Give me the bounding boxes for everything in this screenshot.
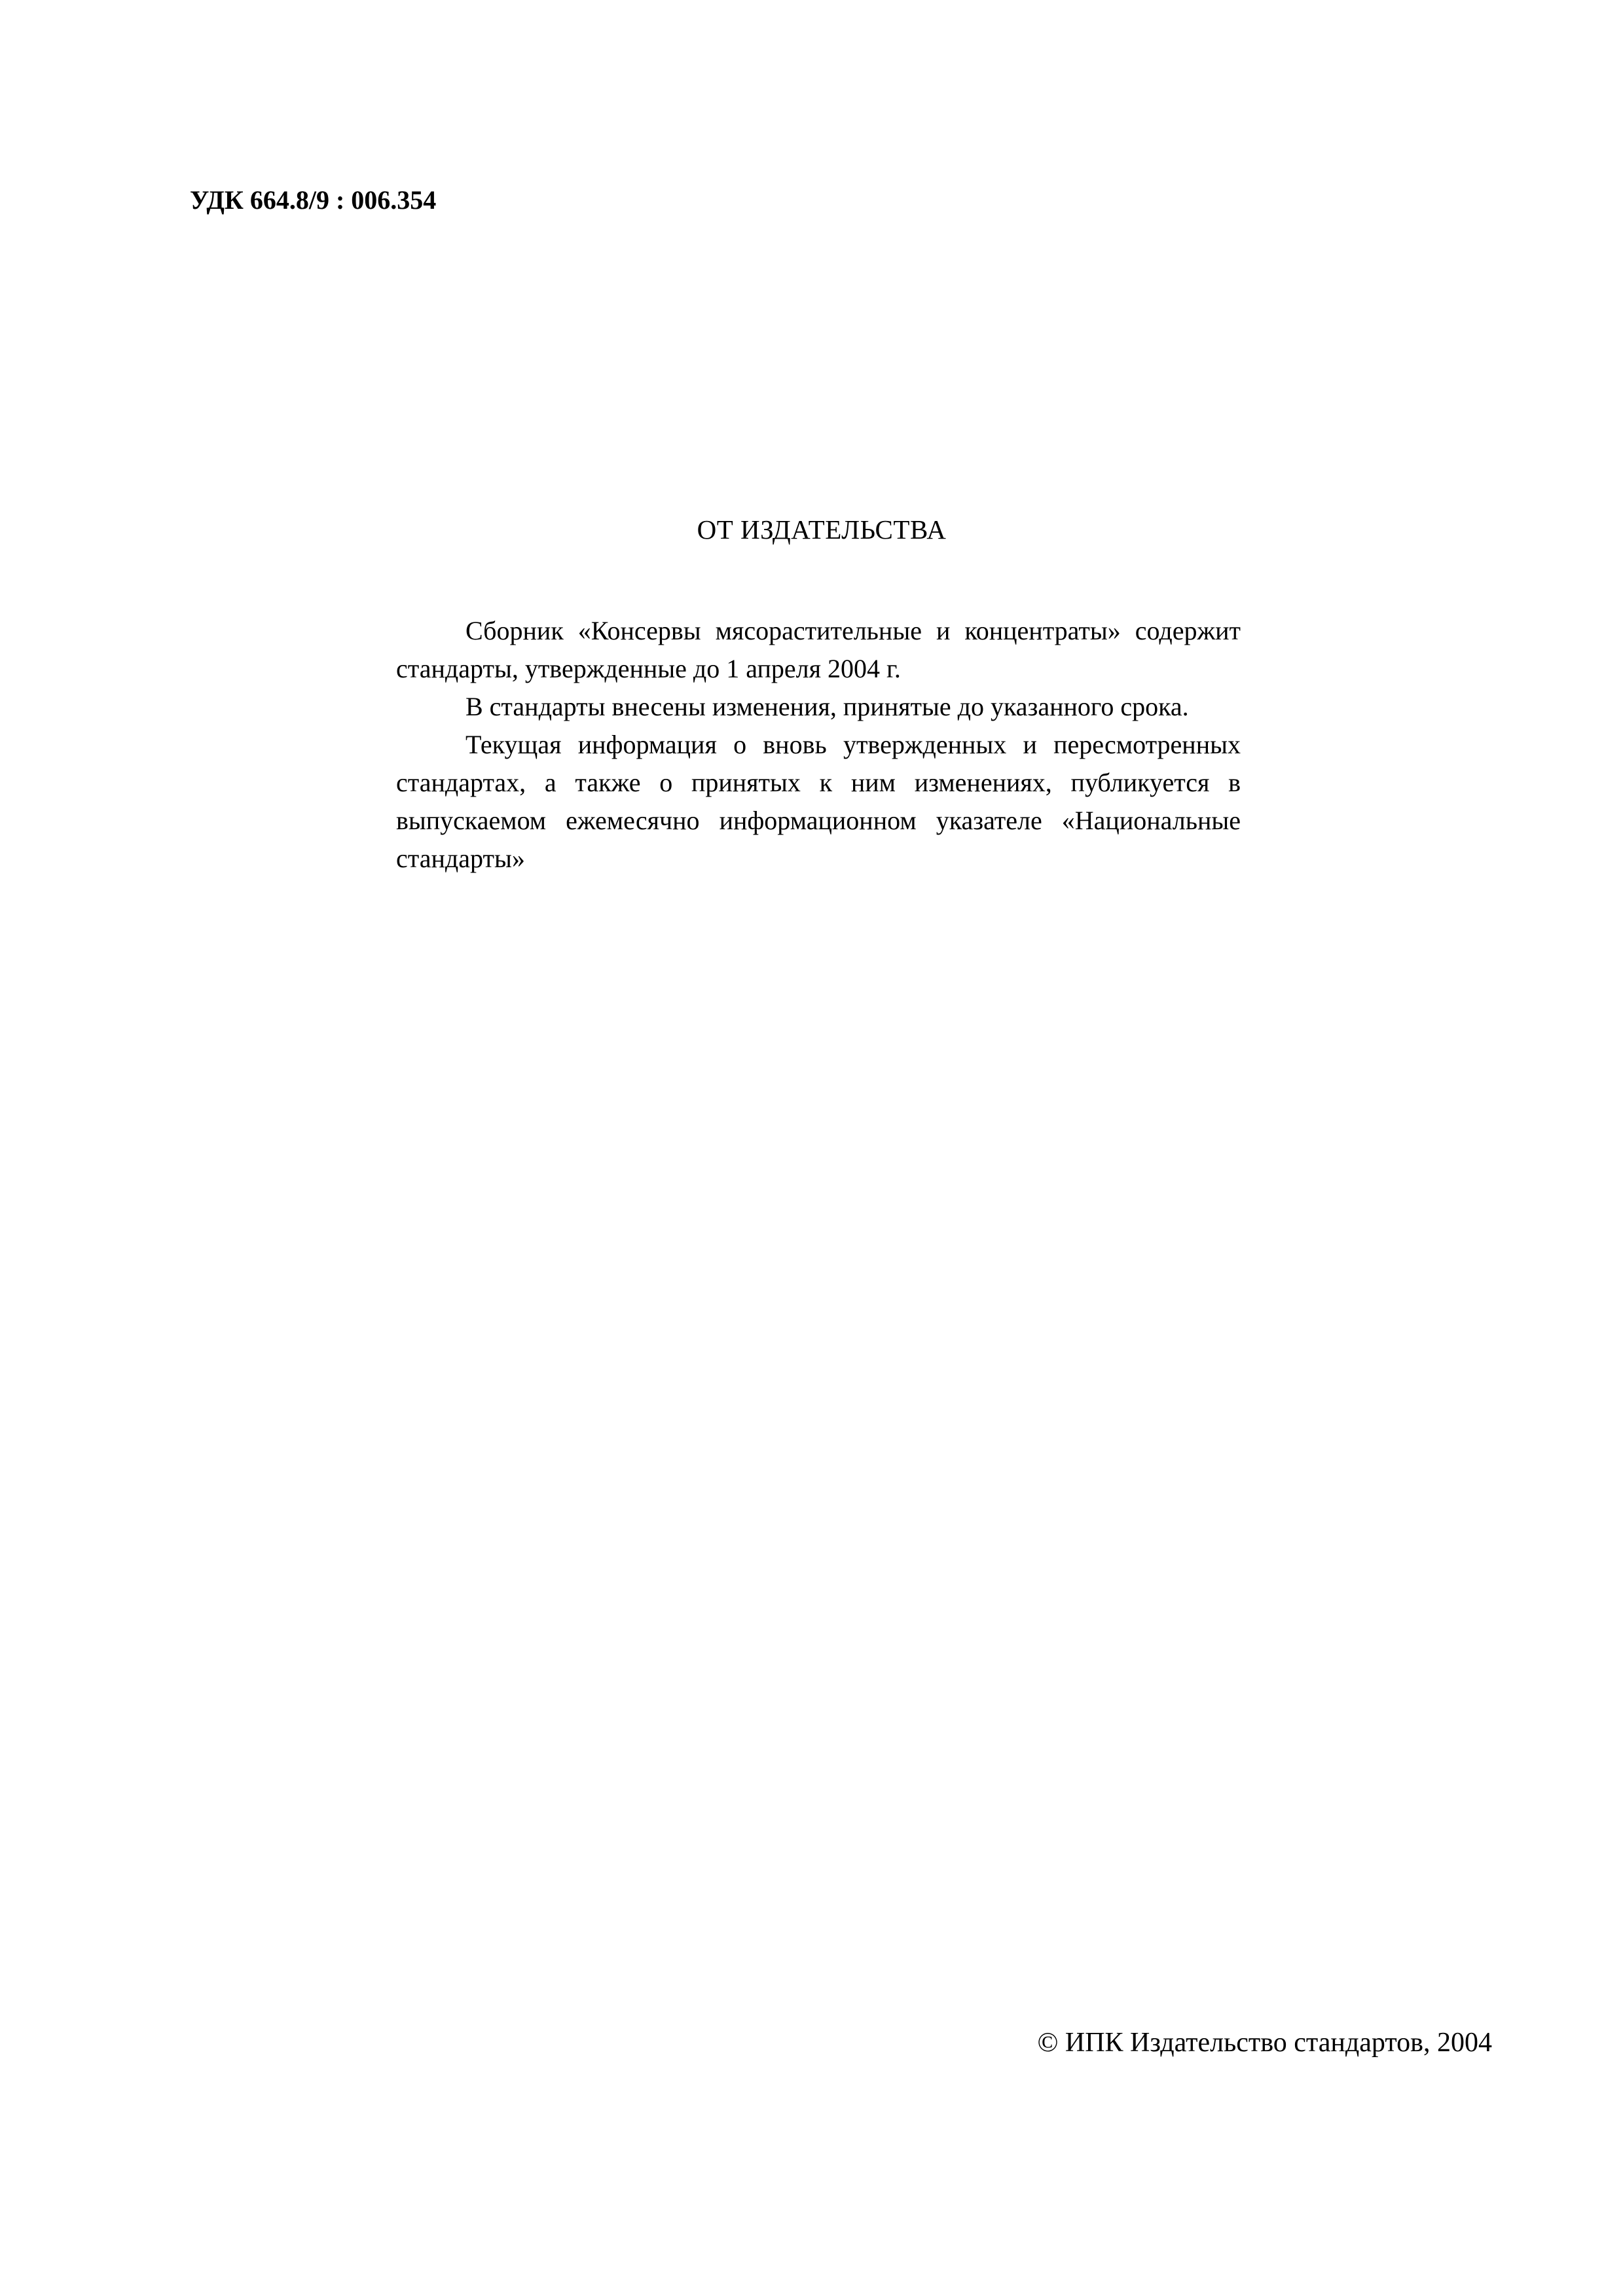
paragraph-amendments: В стандарты внесены изменения, принятые до указанного срока.: [465, 692, 1189, 721]
copyright-notice: © ИПК Издательство стандартов, 2004: [1037, 2028, 1492, 2058]
udk-code: УДК 664.8/9 : 006.354: [190, 185, 437, 215]
paragraph-collection: Сборник «Консервы мясорастительные и концентраты» содержит стандарты, утвержденные до 1 апреля 2004 г.: [396, 616, 1241, 683]
paragraph-current-info: Текущая информация о вновь утвержденных и пересмотренных стандартах, а также о принятых к ним изменениях, публикуется в выпускаемом ежемесячно информационном указателе «Национальные стандарты»: [396, 730, 1241, 873]
section-heading: ОТ ИЗДАТЕЛЬСТВА: [697, 514, 947, 545]
publisher-note: [396, 612, 1241, 878]
